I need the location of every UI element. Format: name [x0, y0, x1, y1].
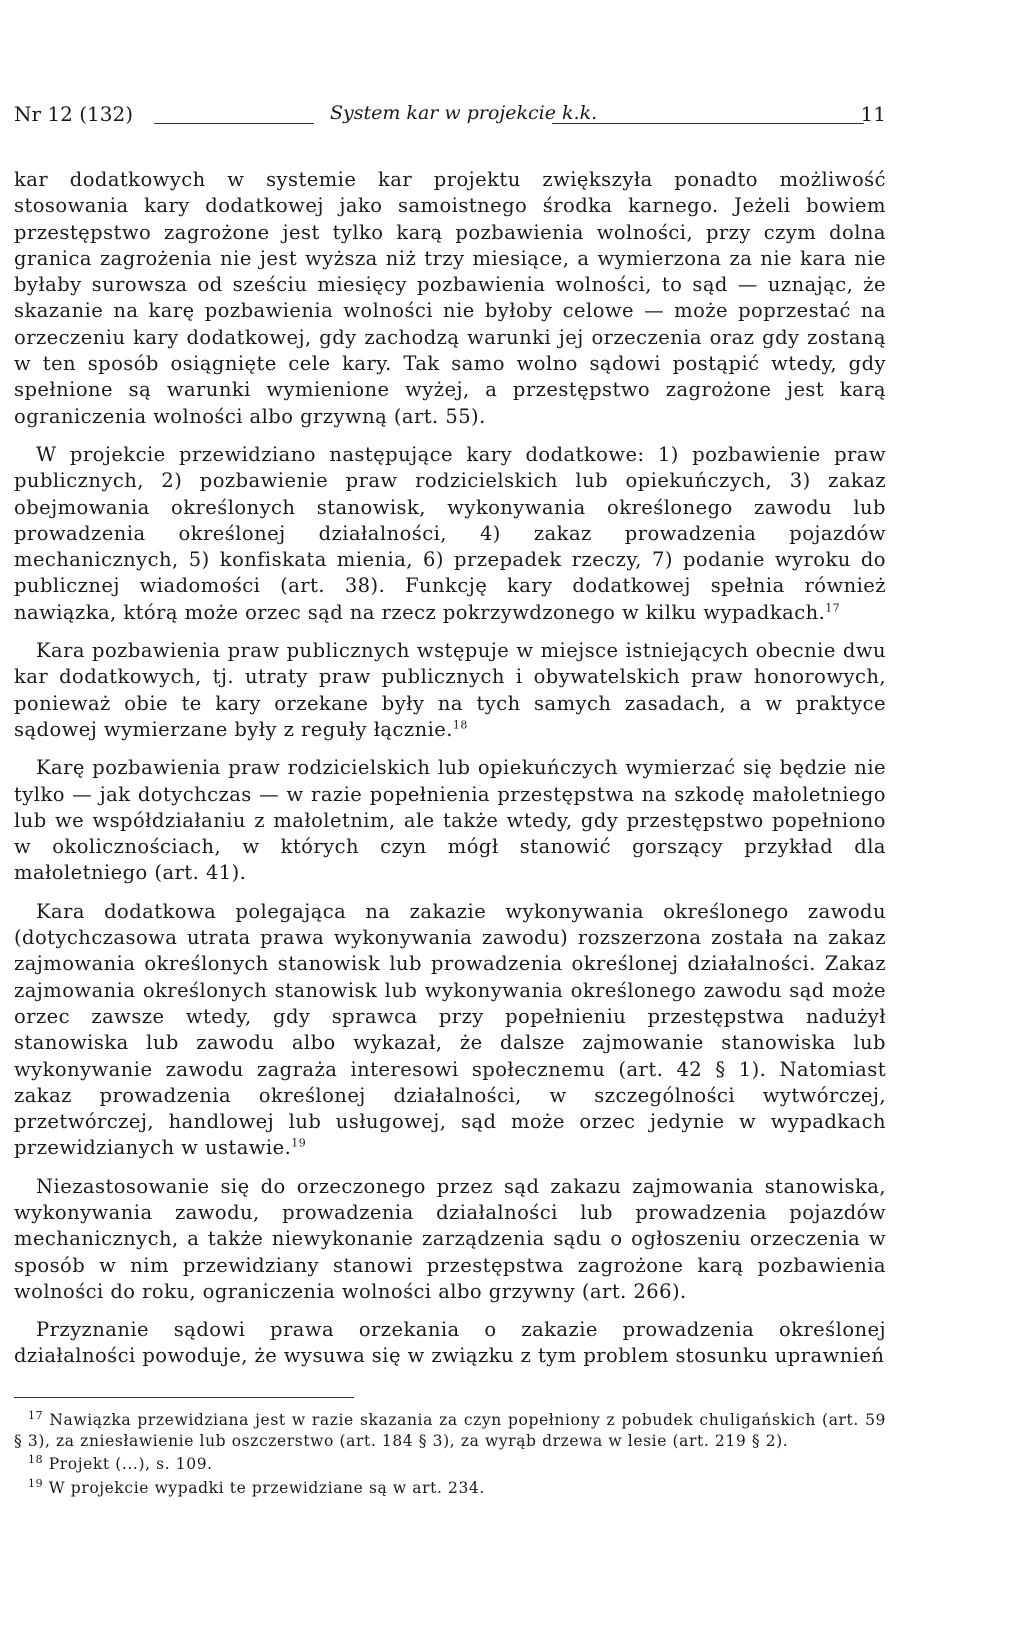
footnote-number: 17 — [28, 1408, 44, 1422]
paragraph: W projekcie przewidziano następujące kary dodatkowe: 1) pozbawienie praw publicznych, 2) pozbawienie praw rodzicielskich lub opiekuńczych, 3) zakaz obejmowania określonych stanowisk, wykonywania określonego zawodu lub prowadzenia określonej działalności, 4) zakaz prowadzenia pojazdów mechanicznych, 5) konfiskata mienia, 6) przepadek rzeczy, 7) podanie wyroku do publicznej wiadomości (art. 38). Funkcję kary dodatkowej spełnia również nawiązka, którą może orzec sąd na rzecz pokrzywdzonego w kilku wypadkach.$^{17}$ — [14, 442, 886, 624]
footnotes — [14, 1410, 886, 1501]
page-number: 11 — [860, 102, 886, 126]
paragraph: kar dodatkowych w systemie kar projektu zwiększyła ponadto możliwość stosowania kary dodatkowej jako samoistnego środka karnego. Jeżeli bowiem przestępstwo zagrożone jest tylko karą pozbawienia wolności, przy czym dolna granica zagrożenia nie jest wyższa niż trzy miesiące, a wymierzona za nie kara nie byłaby surowsza od sześciu miesięcy pozbawienia wolności, to sąd — uznając, że skazanie na karę pozbawienia wolności nie byłoby celowe — może poprzestać na orzeczeniu kary dodatkowej, gdy zachodzą warunki jej orzeczenia oraz gdy zostaną w ten sposób osiągnięte cele kary. Tak samo wolno sądowi postąpić wtedy, gdy spełnione są warunki wymienione wyżej, a przestępstwo zagrożone jest karą ograniczenia wolności albo grzywną (art. 55). — [14, 168, 886, 428]
issue-number: Nr 12 (132) — [14, 102, 134, 126]
footnote: $^{19}$ W projekcie wypadki te przewidziane są w art. 234. — [28, 1476, 485, 1497]
paragraph: Karę pozbawienia praw rodzicielskich lub opiekuńczych wymierzać się będzie nie tylko — jak dotychczas — w razie popełnienia przestępstwa na szkodę małoletniego lub we współdziałaniu z małoletnim, ale także wtedy, gdy przestępstwo popełniono w okolicznościach, w których czyn mógł stanowić gorszący przykład dla małoletniego (art. 41). — [14, 756, 886, 885]
footnote-divider — [14, 1397, 354, 1398]
footnote: $^{17}$ Nawiązka przewidziana jest w razie skazania za czyn popełniony z pobudek chuligańskich (art. 59 § 3), za zniesławienie lub oszczerstwo (art. 184 § 3), za wyrąb drzewa w lesie (art. 219 § 2). — [14, 1408, 886, 1450]
header-rule-left — [154, 123, 314, 124]
footnote-number: 18 — [28, 1452, 44, 1466]
body-text — [14, 167, 886, 1382]
footnote-number: 19 — [28, 1476, 44, 1490]
paragraph: Kara pozbawienia praw publicznych wstępuje w miejsce istniejących obecnie dwu kar dodatkowych, tj. utraty praw publicznych i obywatelskich praw honorowych, ponieważ obie te kary orzekane były na tych samych zasadach, a w praktyce sądowej wymierzane były z reguły łącznie.$^{18}$ — [14, 639, 886, 741]
paragraph: Kara dodatkowa polegająca na zakazie wykonywania określonego zawodu (dotychczasowa utrata prawa wykonywania zawodu) rozszerzona została na zakaz zajmowania określonych stanowisk lub prowadzenia określonej działalności. Zakaz zajmowania określonych stanowisk lub wykonywania określonego zawodu sąd może orzec zawsze wtedy, gdy sprawca przy popełnieniu przestępstwa nadużył stanowiska lub zawodu albo wykazał, że dalsze zajmowanie stanowiska lub wykonywanie zawodu zagraża interesowi społecznemu (art. 42 § 1). Natomiast zakaz prowadzenia określonej działalności, w szczególności wytwórczej, przetwórczej, handlowej lub usługowej, sąd może orzec jedynie w wypadkach przewidzianych w ustawie.$^{19}$ — [14, 899, 886, 1160]
running-header — [14, 102, 886, 132]
running-title: System kar w projekcie k.k. — [330, 102, 598, 124]
footnote-ref: 18 — [452, 718, 468, 732]
footnote-ref: 19 — [291, 1136, 307, 1150]
header-rule-right — [552, 123, 864, 124]
paragraph: Przyznanie sądowi prawa orzekania o zakazie prowadzenia określonej działalności powoduje, że wysuwa się w związku z tym problem stosunku uprawnień — [14, 1318, 886, 1368]
paragraph: Niezastosowanie się do orzeczonego przez sąd zakazu zajmowania stanowiska, wykonywania zawodu, prowadzenia działalności lub prowadzenia pojazdów mechanicznych, a także niewykonanie zarządzenia sądu o ogłoszeniu orzeczenia w sposób w nim przewidziany stanowi przestępstwa zagrożone karą pozbawienia wolności do roku, ograniczenia wolności albo grzywny (art. 266). — [14, 1174, 886, 1303]
footnote: $^{18}$ Projekt (...), s. 109. — [28, 1452, 213, 1473]
footnote-ref: 17 — [825, 601, 841, 615]
